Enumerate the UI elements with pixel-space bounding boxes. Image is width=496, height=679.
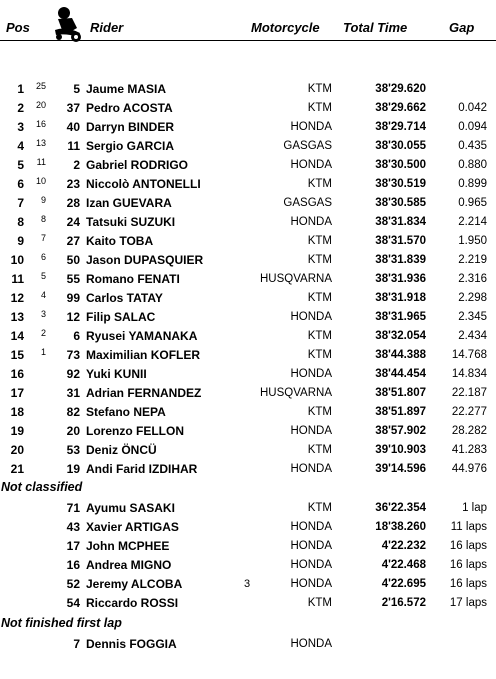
motorcycle-cell: HONDA [290, 368, 332, 380]
motorcycle-cell: KTM [307, 444, 332, 456]
total-time-cell: 39'14.596 [375, 463, 426, 475]
rider-number-cell: 82 [66, 405, 80, 419]
motorcycle-cell: HUSQVARNA [260, 387, 332, 399]
rider-number-cell: 55 [66, 272, 80, 286]
not-classified-heading: Not classified [1, 480, 83, 494]
points-cell: 5 [40, 271, 46, 281]
table-row [0, 403, 496, 422]
motorcycle-cell: HONDA [290, 311, 332, 323]
rider-name-cell: Maximilian KOFLER [86, 348, 201, 362]
rider-number-cell: 54 [66, 596, 80, 610]
points-cell: 7 [40, 233, 46, 243]
table-row [0, 346, 496, 365]
motorcycle-cell: HONDA [290, 121, 332, 133]
gap-cell: 17 laps [449, 597, 487, 609]
rider-number-cell: 53 [66, 443, 80, 457]
table-row [0, 518, 496, 537]
table-row [0, 537, 496, 556]
total-time-cell: 4'22.695 [381, 578, 426, 590]
gap-cell: 22.277 [451, 406, 487, 418]
rider-name-cell: Lorenzo FELLON [86, 424, 184, 438]
total-time-cell: 38'44.388 [375, 349, 426, 361]
motorcycle-cell: HONDA [290, 159, 332, 171]
motorcycle-cell: HONDA [290, 559, 332, 571]
motorcycle-rider-logo-icon [50, 6, 84, 44]
rider-number-cell: 11 [67, 139, 80, 153]
total-time-cell: 4'22.232 [381, 540, 426, 552]
rider-name-cell: Stefano NEPA [86, 405, 166, 419]
table-row [0, 175, 496, 194]
rider-name-cell: Adrian FERNANDEZ [86, 386, 202, 400]
gap-cell: 2.345 [458, 311, 487, 323]
rider-name-cell: Jason DUPASQUIER [86, 253, 204, 267]
rider-name-cell: Deniz ÖNCÜ [86, 443, 157, 457]
gap-cell: 2.434 [458, 330, 487, 342]
position-cell: 16 [10, 367, 24, 381]
total-time-cell: 38'31.936 [375, 273, 426, 285]
motorcycle-cell: HONDA [290, 578, 332, 590]
table-row [0, 460, 496, 479]
table-row [0, 556, 496, 575]
rider-name-cell: Filip SALAC [86, 310, 156, 324]
rider-name-cell: Riccardo ROSSI [86, 596, 179, 610]
motorcycle-cell: HONDA [290, 638, 332, 650]
position-cell: 21 [10, 462, 24, 476]
total-time-cell: 36'22.354 [375, 502, 426, 514]
rider-number-cell: 17 [66, 539, 80, 553]
motorcycle-column-header: Motorcycle [251, 20, 320, 35]
total-time-cell: 38'31.965 [375, 311, 426, 323]
header-divider [0, 40, 496, 41]
stray-mark: 3 [244, 578, 251, 590]
gap-cell: 0.899 [458, 178, 487, 190]
position-cell: 2 [17, 101, 24, 115]
gap-cell: 0.435 [458, 140, 487, 152]
rider-column-header: Rider [90, 20, 124, 35]
position-cell: 3 [17, 120, 24, 134]
points-cell: 4 [40, 290, 46, 300]
points-cell: 13 [35, 138, 46, 148]
rider-number-cell: 7 [73, 637, 80, 651]
rider-name-cell: Andrea MIGNO [86, 558, 172, 572]
rider-number-cell: 37 [66, 101, 80, 115]
position-cell: 14 [10, 329, 24, 343]
motorcycle-cell: KTM [307, 349, 332, 361]
not-finished-heading: Not finished first lap [1, 616, 122, 630]
motorcycle-cell: KTM [307, 597, 332, 609]
gap-cell: 0.094 [458, 121, 487, 133]
motorcycle-cell: KTM [307, 254, 332, 266]
position-cell: 20 [10, 443, 24, 457]
table-row [0, 384, 496, 403]
table-row [0, 80, 496, 99]
motorcycle-cell: KTM [307, 102, 332, 114]
rider-name-cell: Xavier ARTIGAS [86, 520, 179, 534]
rider-name-cell: Dennis FOGGIA [86, 637, 177, 651]
rider-number-cell: 24 [66, 215, 80, 229]
points-cell: 6 [40, 252, 46, 262]
rider-number-cell: 12 [66, 310, 80, 324]
total-time-cell: 38'30.055 [375, 140, 426, 152]
rider-number-cell: 92 [66, 367, 80, 381]
total-time-cell: 38'51.897 [375, 406, 426, 418]
position-cell: 6 [17, 177, 24, 191]
points-cell: 3 [40, 309, 46, 319]
gap-cell: 2.219 [458, 254, 487, 266]
table-row [0, 251, 496, 270]
rider-number-cell: 16 [66, 558, 80, 572]
rider-name-cell: Sergio GARCIA [86, 139, 175, 153]
gap-cell: 16 laps [449, 559, 487, 571]
total-time-cell: 38'29.714 [375, 121, 426, 133]
position-cell: 13 [10, 310, 24, 324]
gap-cell: 22.187 [451, 387, 487, 399]
rider-name-cell: Pedro ACOSTA [86, 101, 173, 115]
table-row [0, 308, 496, 327]
position-cell: 10 [10, 253, 24, 267]
rider-number-cell: 50 [66, 253, 80, 267]
table-row [0, 118, 496, 137]
total-time-cell: 38'31.834 [375, 216, 426, 228]
gap-cell: 1.950 [458, 235, 487, 247]
gap-cell: 2.316 [458, 273, 487, 285]
total-time-cell: 18'38.260 [375, 521, 426, 533]
total-time-cell: 38'31.839 [375, 254, 426, 266]
motorcycle-cell: HONDA [290, 425, 332, 437]
gap-cell: 0.965 [458, 197, 487, 209]
motorcycle-cell: KTM [307, 502, 332, 514]
rider-name-cell: Romano FENATI [86, 272, 180, 286]
motorcycle-cell: KTM [307, 83, 332, 95]
motorcycle-cell: GASGAS [283, 140, 332, 152]
rider-number-cell: 2 [73, 158, 80, 172]
table-row [0, 422, 496, 441]
motorcycle-cell: KTM [307, 330, 332, 342]
rider-name-cell: Ryusei YAMANAKA [86, 329, 198, 343]
rider-number-cell: 28 [66, 196, 80, 210]
motorcycle-cell: KTM [307, 292, 332, 304]
total-time-cell: 38'31.570 [375, 235, 426, 247]
pos-column-header: Pos [6, 20, 30, 35]
position-cell: 7 [17, 196, 24, 210]
table-row [0, 99, 496, 118]
table-row [0, 365, 496, 384]
points-cell: 11 [36, 157, 46, 167]
rider-name-cell: John MCPHEE [86, 539, 170, 553]
motorcycle-cell: HUSQVARNA [260, 273, 332, 285]
rider-number-cell: 73 [66, 348, 80, 362]
gap-cell: 44.976 [451, 463, 487, 475]
table-row [0, 194, 496, 213]
position-cell: 19 [10, 424, 24, 438]
rider-name-cell: Niccolò ANTONELLI [86, 177, 201, 191]
points-cell: 8 [40, 214, 46, 224]
position-cell: 17 [10, 386, 24, 400]
rider-name-cell: Kaito TOBA [86, 234, 154, 248]
points-cell: 9 [40, 195, 46, 205]
rider-number-cell: 27 [66, 234, 80, 248]
gap-cell: 0.042 [458, 102, 487, 114]
rider-name-cell: Gabriel RODRIGO [86, 158, 189, 172]
table-row [0, 594, 496, 613]
total-time-cell: 38'30.585 [375, 197, 426, 209]
gap-cell: 14.834 [451, 368, 487, 380]
gap-cell: 14.768 [451, 349, 487, 361]
rider-number-cell: 99 [66, 291, 80, 305]
rider-name-cell: Ayumu SASAKI [86, 501, 175, 515]
table-row [0, 156, 496, 175]
motorcycle-cell: HONDA [290, 521, 332, 533]
rider-number-cell: 23 [66, 177, 80, 191]
rider-number-cell: 6 [73, 329, 80, 343]
motorcycle-cell: GASGAS [283, 197, 332, 209]
rider-name-cell: Carlos TATAY [86, 291, 163, 305]
total-time-cell: 38'31.918 [375, 292, 426, 304]
points-cell: 25 [35, 81, 46, 91]
total-time-cell: 38'30.500 [375, 159, 426, 171]
rider-number-cell: 5 [73, 82, 80, 96]
position-cell: 12 [10, 291, 24, 305]
gap-cell: 41.283 [451, 444, 487, 456]
gap-cell: 28.282 [451, 425, 487, 437]
table-row [0, 270, 496, 289]
motorcycle-cell: KTM [307, 235, 332, 247]
rider-number-cell: 43 [66, 520, 80, 534]
total-time-cell: 2'16.572 [381, 597, 426, 609]
table-row [0, 575, 496, 594]
gap-cell: 2.214 [458, 216, 487, 228]
total-time-cell: 38'44.454 [375, 368, 426, 380]
table-row [0, 137, 496, 156]
total-time-cell: 38'51.807 [375, 387, 426, 399]
table-row [0, 635, 496, 654]
gap-cell: 1 lap [462, 502, 487, 514]
gap-cell: 0.880 [458, 159, 487, 171]
motorcycle-cell: HONDA [290, 463, 332, 475]
rider-name-cell: Izan GUEVARA [86, 196, 172, 210]
gap-cell: 16 laps [449, 540, 487, 552]
total-time-cell: 39'10.903 [375, 444, 426, 456]
position-cell: 1 [17, 82, 24, 96]
points-cell: 20 [35, 100, 46, 110]
rider-name-cell: Andi Farid IZDIHAR [86, 462, 198, 476]
gap-cell: 11 laps [450, 521, 487, 533]
position-cell: 18 [10, 405, 24, 419]
gap-cell: 2.298 [458, 292, 487, 304]
table-row [0, 327, 496, 346]
table-row [0, 499, 496, 518]
total-time-cell: 38'29.662 [375, 102, 426, 114]
rider-number-cell: 19 [66, 462, 80, 476]
points-cell: 10 [35, 176, 46, 186]
rider-number-cell: 31 [66, 386, 80, 400]
rider-name-cell: Tatsuki SUZUKI [86, 215, 176, 229]
rider-number-cell: 40 [66, 120, 80, 134]
rider-number-cell: 52 [66, 577, 80, 591]
position-cell: 5 [17, 158, 24, 172]
total-time-cell: 4'22.468 [381, 559, 426, 571]
points-cell: 1 [40, 347, 46, 357]
rider-name-cell: Jeremy ALCOBA [86, 577, 183, 591]
table-row [0, 441, 496, 460]
table-row [0, 232, 496, 251]
rider-name-cell: Darryn BINDER [86, 120, 175, 134]
motorcycle-cell: KTM [307, 178, 332, 190]
position-cell: 8 [17, 215, 24, 229]
table-header [0, 0, 496, 44]
position-cell: 9 [17, 234, 24, 248]
total-time-cell: 38'29.620 [375, 83, 426, 95]
gap-column-header: Gap [449, 20, 475, 35]
rider-number-cell: 71 [66, 501, 80, 515]
rider-name-cell: Jaume MASIA [86, 82, 167, 96]
position-cell: 4 [17, 139, 24, 153]
rider-number-cell: 20 [66, 424, 80, 438]
position-cell: 11 [11, 272, 24, 286]
points-cell: 2 [40, 328, 46, 338]
table-row [0, 213, 496, 232]
motorcycle-cell: HONDA [290, 540, 332, 552]
motorcycle-cell: KTM [307, 406, 332, 418]
gap-cell: 16 laps [449, 578, 487, 590]
motorcycle-cell: HONDA [290, 216, 332, 228]
points-cell: 16 [35, 119, 46, 129]
total-time-cell: 38'30.519 [375, 178, 426, 190]
position-cell: 15 [10, 348, 24, 362]
total-time-cell: 38'32.054 [375, 330, 426, 342]
rider-name-cell: Yuki KUNII [86, 367, 147, 381]
table-row [0, 289, 496, 308]
total-time-column-header: Total Time [343, 20, 408, 35]
total-time-cell: 38'57.902 [375, 425, 426, 437]
